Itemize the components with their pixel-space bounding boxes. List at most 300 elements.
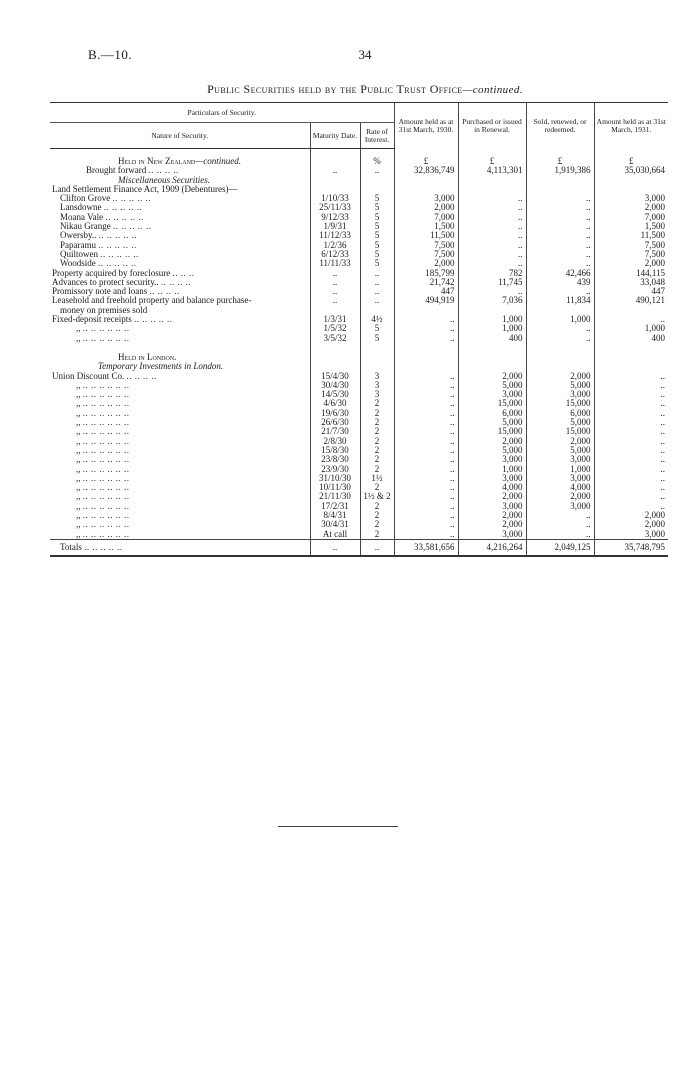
cell-held-1931: .. [660,473,666,483]
london-investment-row [50,520,668,529]
cell-empty [360,343,394,353]
cell-purchased: 2,000 [458,492,526,501]
security-row [50,269,668,278]
cell-maturity: 14/5/30 [310,390,360,399]
cell-held-1930: 447 [394,287,458,296]
cell-empty [526,362,594,371]
cell-empty [526,343,594,353]
cell-held-1930: .. [394,465,458,474]
security-name: ,, [76,390,81,400]
cell-held-1931: 400 [651,333,666,343]
cell-held-1931: .. [660,371,666,381]
cell-held-1931: 2,000 [644,510,666,520]
cell-held-1931: 1,000 [644,324,666,334]
misc-heading: Miscellaneous Securities. [50,176,310,185]
leader-dots: .. .. .. .. .. .. [82,333,130,343]
leader-dots: .. .. .. .. .. .. [82,483,130,493]
cell-held-1930: 32,836,749 [394,166,458,175]
leader-dots: .. .. .. .. .. .. [82,492,130,502]
security-name: Quiltowen [60,249,98,259]
cell-sold: 2,000 [526,437,594,446]
leader-dots: .. .. .. .. .. [98,231,138,241]
cell-sold: .. [526,324,594,333]
cell-description [50,520,310,529]
cell-maturity: 6/12/33 [310,250,360,259]
cell-empty [594,343,668,353]
security-name: ,, [76,464,81,474]
cell-held-1930: 3,000 [394,194,458,203]
london-investment-row [50,455,668,464]
cell-maturity: .. [310,296,360,305]
london-investment-row [50,502,668,511]
cell-purchased: 7,036 [458,296,526,305]
london-investment-row [50,399,668,408]
cell-sold: 3,000 [526,502,594,511]
cell-purchased: 2,000 [458,372,526,381]
cell-rate: 1½ [360,474,394,483]
leader-dots: .. .. .. .. .. .. [82,455,130,465]
london-investment-row [50,511,668,520]
cell-held-1930: .. [394,502,458,511]
cell-sold: 4,000 [526,483,594,492]
leader-dots: .. .. .. .. .. .. [82,408,130,418]
security-name: ,, [76,501,81,511]
units-maturity [310,149,360,167]
cell-maturity: 1/10/33 [310,194,360,203]
cell-description [50,390,310,399]
cell-sold: .. [526,203,594,212]
total-held-1931: 35,748,795 [594,539,668,556]
cell-held-1931: 33,048 [640,277,666,287]
cell-empty [310,176,360,185]
cell-empty [594,176,668,185]
cell-held-1930: 7,500 [394,250,458,259]
cell-maturity: 25/11/33 [310,203,360,212]
land-act-row [50,185,668,194]
cell-maturity: 19/6/30 [310,409,360,418]
london-investment-row [50,409,668,418]
cell-held-1931: .. [660,399,666,409]
cell-held-1931: 1,500 [644,222,666,232]
brought-forward-text: Brought forward [86,166,147,176]
rate-header: Rate of Interest. [360,123,394,149]
london-heading [50,353,668,362]
cell-description [50,418,310,427]
leader-dots: .. .. .. .. .. .. [82,418,130,428]
london-investment-row [50,381,668,390]
units-purchased: £ [458,149,526,167]
cell-held-1931: .. [660,380,666,390]
security-name: ,, [76,436,81,446]
purchased-header: Purchased or issued in Renewal. [458,103,526,149]
cell-rate: .. [360,287,394,296]
cell-held-1930: 11,500 [394,231,458,240]
cell-held-1931: 3,000 [644,194,666,204]
cell-maturity: 1/3/31 [310,315,360,324]
units-held-1930: £ [394,149,458,167]
security-name: Union Discount Co. [52,371,125,381]
cell-description [50,287,310,296]
cell-description [50,399,310,408]
debenture-row [50,250,668,259]
cell-empty [360,306,394,315]
page-title [0,82,700,97]
security-name: ,, [76,408,81,418]
cell-empty [458,362,526,371]
london-heading-text: Held in London. [118,352,177,362]
cell-description [50,465,310,474]
security-name: Clifton Grove [60,194,111,204]
cell-sold: 2,000 [526,492,594,501]
cell-maturity: 17/2/31 [310,502,360,511]
cell-held-1930: 1,500 [394,222,458,231]
security-name: Fixed-deposit receipts [52,315,132,325]
cell-rate: 2 [360,483,394,492]
cell-purchased: .. [458,222,526,231]
cell-purchased: 2,000 [458,437,526,446]
cell-held-1931: .. [660,501,666,511]
cell-maturity: .. [310,269,360,278]
cell-held-1931: .. [660,418,666,428]
cell-rate: 2 [360,399,394,408]
cell-purchased: 3,000 [458,530,526,540]
cell-rate: 5 [360,241,394,250]
cell-rate: 2 [360,409,394,418]
cell-purchased: 1,000 [458,465,526,474]
cell-description [50,222,310,231]
cell-sold: 42,466 [526,269,594,278]
security-name: Property acquired by foreclosure [52,268,171,278]
leader-dots: .. .. .. .. .. .. [82,473,130,483]
cell-maturity: 8/4/31 [310,511,360,520]
fixed-deposit-row [50,315,668,324]
cell-purchased: 6,000 [458,409,526,418]
cell-held-1931: 490,121 [635,296,666,306]
cell-sold: .. [526,520,594,529]
cell-maturity: 21/11/30 [310,492,360,501]
cell-empty [360,176,394,185]
fixed-deposit-row [50,334,668,343]
cell-purchased: 4,000 [458,483,526,492]
leader-dots: .. .. .. .. .. [112,194,151,204]
cell-rate: 5 [360,324,394,333]
cell-maturity: 31/10/30 [310,474,360,483]
page-number: 34 [358,47,372,62]
cell-description [50,372,310,381]
cell-sold: 1,919,386 [526,166,594,175]
debenture-row [50,259,668,268]
cell-maturity: 11/11/33 [310,259,360,268]
cell-held-1930: 7,000 [394,213,458,222]
cell-sold: 5,000 [526,418,594,427]
cell-empty [526,176,594,185]
cell-maturity: 15/4/30 [310,372,360,381]
cell-purchased: .. [458,203,526,212]
cell-purchased: .. [458,250,526,259]
cell-rate: 5 [360,259,394,268]
cell-purchased: 3,000 [458,502,526,511]
debenture-row [50,213,668,222]
cell-rate: .. [360,269,394,278]
london-investment-row [50,427,668,436]
title-main: Public Securities held by the Public Trust Office [207,82,463,96]
cell-held-1930: 7,500 [394,241,458,250]
cell-description [50,446,310,455]
cell-held-1931: .. [660,408,666,418]
total-sold: 2,049,125 [526,539,594,556]
securities-table [50,102,668,557]
cell-purchased: .. [458,194,526,203]
cell-held-1930: .. [394,381,458,390]
cell-maturity: 26/6/30 [310,418,360,427]
debenture-row [50,241,668,250]
cell-sold: 1,000 [526,315,594,324]
nz-heading-text: Held in New Zealand [118,156,196,166]
security-name: ,, [76,445,81,455]
maturity-header: Maturity Date. [310,123,360,149]
cell-rate: 5 [360,231,394,240]
cell-held-1930: .. [394,474,458,483]
securities-table-body [50,149,668,557]
cell-description [50,353,310,362]
fixed-deposit-row [50,324,668,333]
london-investment-row [50,483,668,492]
security-row [50,278,668,287]
cell-held-1930: 494,919 [394,296,458,305]
held-1930-header: Amount held as at 31st March, 1930. [394,103,458,149]
leasehold-row-cont [50,306,668,315]
cell-rate: 2 [360,530,394,540]
leader-dots: .. .. .. .. .. [105,212,144,222]
london-investment-row [50,418,668,427]
cell-held-1931: .. [660,483,666,493]
cell-held-1931: .. [660,455,666,465]
security-name: Nikau Grange [60,222,111,232]
security-name: ,, [76,483,81,493]
leader-dots: .. .. .. .. .. .. [82,399,130,409]
total-purchased: 4,216,264 [458,539,526,556]
leader-dots: .. .. .. [172,268,195,278]
leader-dots: .. .. .. .. .. .. [82,529,130,539]
cell-empty [458,185,526,194]
cell-empty [458,343,526,353]
brought-forward-label [50,166,310,175]
particulars-header: Particulars of Security. [50,103,394,123]
leader-dots: .. .. .. .. [126,371,157,381]
cell-held-1931: 2,000 [644,259,666,269]
cell-sold: .. [526,213,594,222]
security-name: ,, [76,324,81,334]
cell-maturity: 1/5/32 [310,324,360,333]
cell-maturity: 30/4/31 [310,520,360,529]
cell-empty [458,176,526,185]
london-investment-row [50,437,668,446]
cell-maturity: 1/9/31 [310,222,360,231]
cell-empty [394,353,458,362]
cell-empty [310,185,360,194]
cell-held-1931: .. [660,390,666,400]
cell-purchased: 3,000 [458,455,526,464]
leader-dots: .. .. .. .. .. .. [82,390,130,400]
totals-row [50,539,668,556]
cell-sold: .. [526,530,594,540]
units-rate: % [360,149,394,167]
cell-description [50,250,310,259]
cell-sold: 15,000 [526,427,594,436]
cell-empty [394,306,458,315]
cell-purchased: 1,000 [458,315,526,324]
total-maturity: .. [310,539,360,556]
cell-rate: .. [360,166,394,175]
held-1931-header: Amount held as at 31st March, 1931. [594,103,668,149]
cell-sold: 5,000 [526,446,594,455]
leader-dots: .. .. .. .. .. .. [82,520,130,530]
security-name: Owersby.. [60,231,97,241]
cell-purchased: .. [458,259,526,268]
units-row [50,149,668,167]
cell-held-1931: .. [660,427,666,437]
cell-sold: .. [526,222,594,231]
cell-description [50,474,310,483]
cell-empty [594,185,668,194]
cell-empty [594,353,668,362]
cell-sold: 11,834 [526,296,594,305]
cell-empty [310,362,360,371]
cell-description [50,203,310,212]
cell-description [50,530,310,540]
total-held-1930: 33,581,656 [394,539,458,556]
london-investment-row [50,465,668,474]
cell-rate: 1½ & 2 [360,492,394,501]
cell-held-1931: 35,030,664 [624,166,666,176]
cell-maturity: 10/11/30 [310,483,360,492]
london-subheading-text: Temporary Investments in London. [98,362,224,372]
cell-held-1930: .. [394,390,458,399]
cell-description [50,334,310,343]
cell-maturity: .. [310,166,360,175]
cell-empty [360,185,394,194]
cell-rate: 5 [360,203,394,212]
cell-held-1930: .. [394,334,458,343]
cell-rate: 2 [360,520,394,529]
security-name: Promissory note and loans [52,287,148,297]
cell-held-1930: .. [394,483,458,492]
london-investment-row [50,492,668,501]
cell-purchased: 15,000 [458,427,526,436]
cell-held-1931: .. [660,464,666,474]
cell-sold: 439 [526,278,594,287]
units-held-1931: £ [629,155,634,166]
cell-sold: .. [526,334,594,343]
cell-rate: 5 [360,250,394,259]
security-name: ,, [76,510,81,520]
security-name: ,, [76,399,81,409]
security-name: ,, [76,529,81,539]
debenture-row [50,231,668,240]
cell-held-1931: 11,500 [640,231,666,241]
cell-description [50,324,310,333]
cell-sold: .. [526,241,594,250]
cell-purchased: 2,000 [458,511,526,520]
cell-sold: 3,000 [526,474,594,483]
leader-dots: .. .. .. .. .. .. [82,436,130,446]
cell-sold: 1,000 [526,465,594,474]
leader-dots: .. .. .. .. .. [98,240,137,250]
cell-description [50,241,310,250]
cell-empty [394,176,458,185]
cell-description [50,213,310,222]
sold-header: Sold, renewed, or redeemed. [526,103,594,149]
cell-empty [310,306,360,315]
total-rate: .. [360,539,394,556]
leasehold-line2: money on premises sold [50,306,310,315]
cell-held-1930: .. [394,520,458,529]
leader-dots: .. .. .. .. [149,287,180,297]
cell-maturity: .. [310,278,360,287]
security-name: ,, [76,380,81,390]
cell-description [50,231,310,240]
cell-description [50,315,310,324]
cell-rate: 2 [360,465,394,474]
cell-rate: .. [360,278,394,287]
cell-rate: 2 [360,455,394,464]
cell-rate: 3 [360,372,394,381]
cell-description [50,492,310,501]
leader-dots: .. .. .. .. .. [112,222,152,232]
cell-description [50,381,310,390]
cell-purchased: 2,000 [458,520,526,529]
cell-held-1930: .. [394,446,458,455]
cell-sold: 6,000 [526,409,594,418]
cell-empty [594,306,668,315]
cell-rate: 3 [360,390,394,399]
cell-sold: 3,000 [526,455,594,464]
cell-held-1931: .. [660,315,666,325]
cell-description [50,278,310,287]
cell-held-1931: 447 [651,287,666,297]
cell-description [50,502,310,511]
misc-heading-row [50,176,668,185]
cell-maturity: At call [310,530,360,540]
cell-rate: .. [360,296,394,305]
cell-rate: 5 [360,213,394,222]
securities-table-container [50,102,668,557]
cell-purchased: 400 [458,334,526,343]
cell-maturity: .. [310,287,360,296]
cell-purchased: 11,745 [458,278,526,287]
cell-held-1930: .. [394,315,458,324]
cell-maturity: 11/12/33 [310,231,360,240]
security-name: ,, [76,333,81,343]
cell-maturity: 3/5/32 [310,334,360,343]
cell-description [50,511,310,520]
cell-maturity: 1/2/36 [310,241,360,250]
cell-empty [394,185,458,194]
cell-rate: 2 [360,437,394,446]
cell-sold: 3,000 [526,390,594,399]
security-name: ,, [76,455,81,465]
cell-held-1930: .. [394,399,458,408]
cell-held-1930: 2,000 [394,203,458,212]
security-row [50,287,668,296]
cell-held-1930: .. [394,437,458,446]
cell-held-1931: 144,115 [636,268,666,278]
leader-dots: .. .. .. .. [160,277,192,287]
cell-empty [458,306,526,315]
security-name: Lansdowne [60,203,102,213]
cell-description [50,427,310,436]
debenture-row [50,194,668,203]
